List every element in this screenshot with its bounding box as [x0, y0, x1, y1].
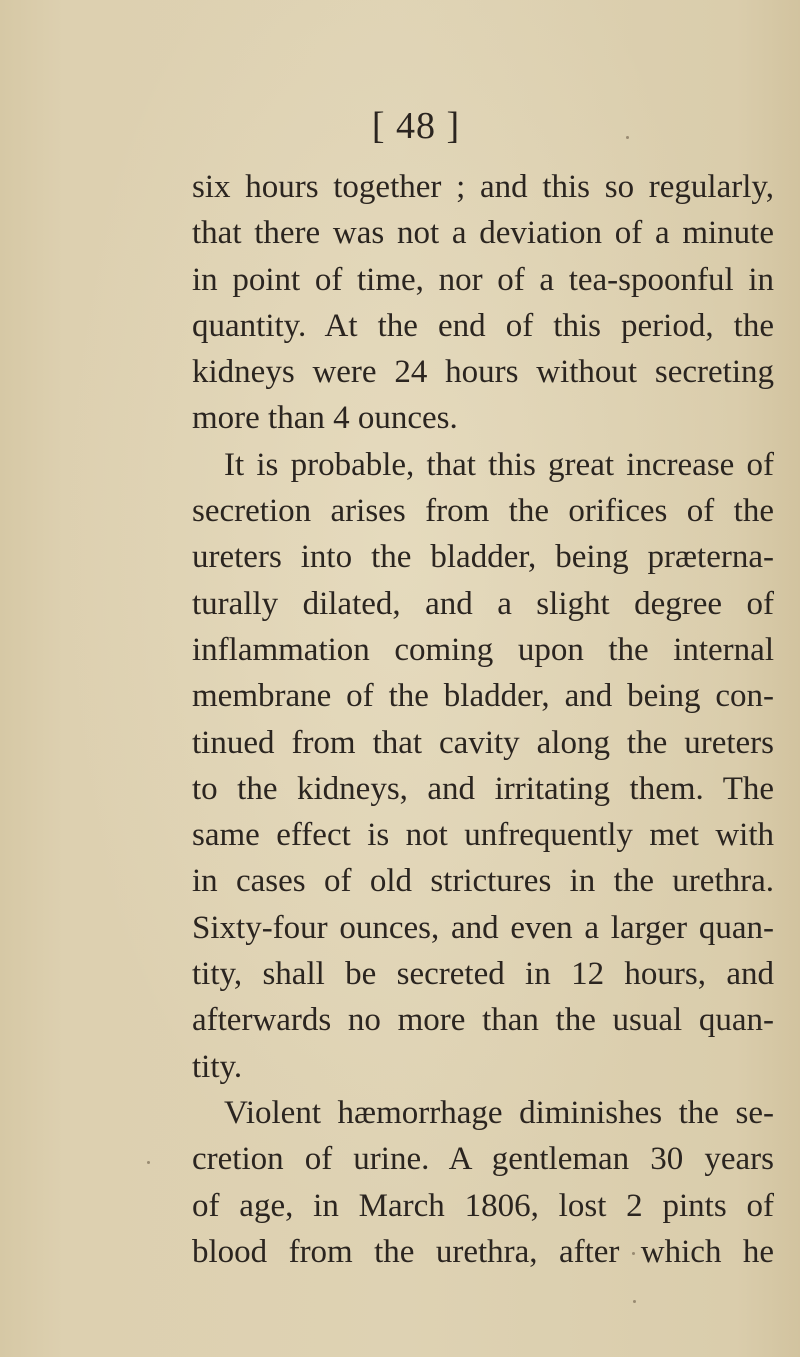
paper-speck [626, 136, 629, 139]
text-line: Sixty-four ounces, and even a larger quan- [192, 909, 774, 946]
text-line: cretion of urine. A gentleman 30 years [192, 1141, 774, 1178]
text-line: blood from the urethra, after which he [192, 1233, 774, 1270]
text-line: tity. [192, 1048, 243, 1085]
paper-speck [147, 1161, 150, 1164]
text-line: quantity. At the end of this period, the [192, 307, 774, 344]
page-number: [ 48 ] [371, 105, 461, 147]
body-text [192, 164, 774, 1275]
text-line: tity, shall be secreted in 12 hours, and [192, 956, 774, 993]
text-line: that there was not a deviation of a minute [192, 215, 774, 252]
text-line: membrane of the bladder, and being con- [192, 678, 774, 715]
text-line: of age, in March 1806, lost 2 pints of [192, 1187, 774, 1224]
text-line: inflammation coming upon the internal [192, 631, 774, 668]
text-line: Violent hæmorrhage diminishes the se- [224, 1094, 774, 1131]
text-line: It is probable, that this great increase of [224, 446, 774, 483]
text-line: kidneys were 24 hours without secreting [192, 354, 774, 391]
text-line: afterwards no more than the usual quan- [192, 1002, 774, 1039]
text-line: secretion arises from the orifices of the [192, 493, 774, 530]
text-line: turally dilated, and a slight degree of [192, 585, 774, 622]
paper-speck [633, 1300, 636, 1303]
text-line: in point of time, nor of a tea-spoonful in [192, 261, 774, 298]
text-line: to the kidneys, and irritating them. The [192, 770, 774, 807]
paper-speck [632, 1252, 635, 1255]
text-line: in cases of old strictures in the urethra. [192, 863, 774, 900]
text-line: tinued from that cavity along the ureters [192, 724, 774, 761]
text-line: six hours together ; and this so regularly, [192, 169, 774, 205]
text-line: same effect is not unfrequently met with [192, 817, 774, 854]
text-line: more than 4 ounces. [192, 400, 458, 437]
text-line: ureters into the bladder, being præterna- [192, 539, 774, 576]
